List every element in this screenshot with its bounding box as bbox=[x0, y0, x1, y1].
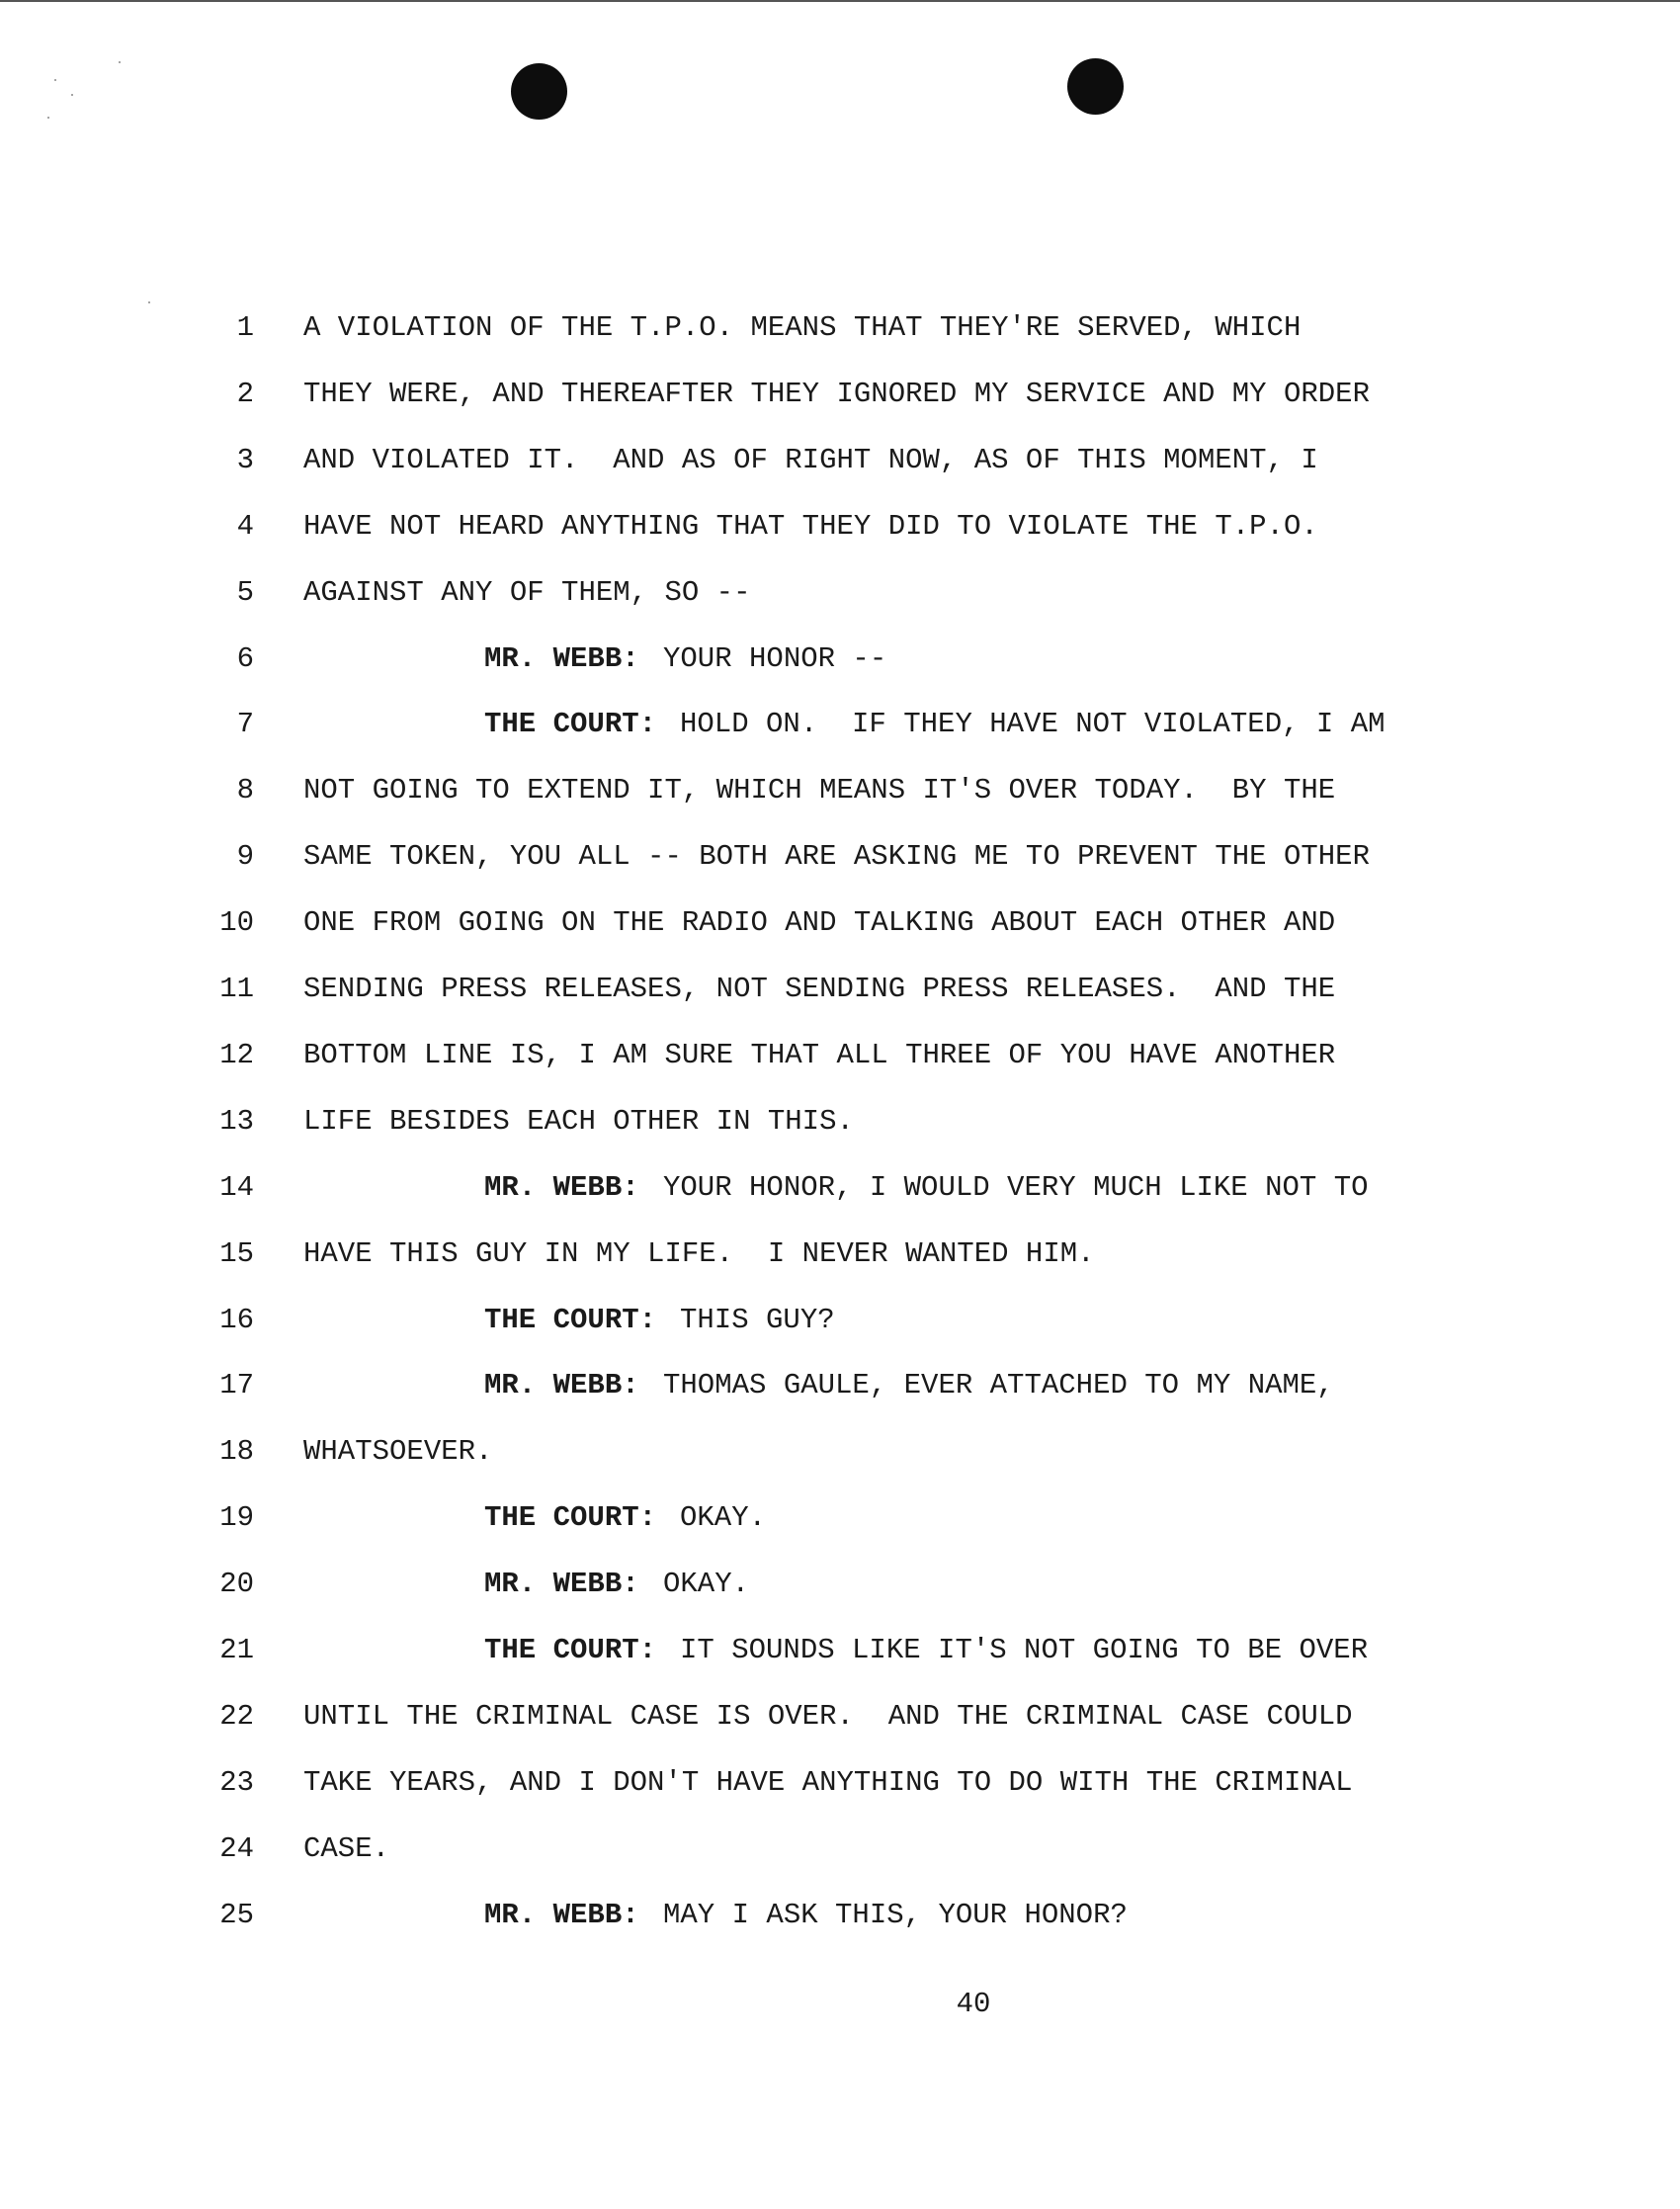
line-number: 7 bbox=[236, 708, 254, 741]
transcript-line bbox=[0, 1297, 1680, 1344]
line-number: 20 bbox=[219, 1568, 254, 1601]
line-number: 2 bbox=[236, 377, 254, 410]
line-number: 11 bbox=[219, 973, 254, 1005]
transcript-line bbox=[0, 701, 1680, 748]
line-text: YOUR HONOR -- bbox=[663, 641, 887, 675]
line-text: OKAY. bbox=[680, 1501, 767, 1535]
line-text: HAVE THIS GUY IN MY LIFE. I NEVER WANTED HIM. bbox=[303, 1236, 1095, 1270]
transcript-line bbox=[0, 1231, 1680, 1278]
line-number: 22 bbox=[219, 1699, 254, 1733]
line-text: IT SOUNDS LIKE IT'S NOT GOING TO BE OVER bbox=[680, 1634, 1369, 1666]
line-text: YOUR HONOR, I WOULD VERY MUCH LIKE NOT TO bbox=[663, 1170, 1369, 1204]
speaker-label: MR. WEBB: bbox=[484, 641, 639, 675]
line-number: 18 bbox=[219, 1435, 254, 1469]
transcript-line bbox=[0, 966, 1680, 1013]
line-text: NOT GOING TO EXTEND IT, WHICH MEANS IT'S OVER TODAY. BY THE bbox=[303, 774, 1336, 807]
transcript-line bbox=[0, 1494, 1680, 1542]
line-number: 10 bbox=[219, 906, 254, 940]
speaker-label: MR. WEBB: bbox=[484, 1170, 639, 1204]
line-text: MAY I ASK THIS, YOUR HONOR? bbox=[663, 1898, 1128, 1931]
transcript-line bbox=[0, 437, 1680, 484]
line-text: CASE. bbox=[303, 1831, 390, 1865]
transcript-line bbox=[0, 1826, 1680, 1873]
speaker-label: MR. WEBB: bbox=[484, 1898, 639, 1931]
speaker-label: MR. WEBB: bbox=[484, 1568, 639, 1601]
line-number: 17 bbox=[219, 1369, 254, 1402]
line-number: 19 bbox=[219, 1501, 254, 1535]
transcript-line bbox=[0, 1561, 1680, 1608]
line-text: AGAINST ANY OF THEM, SO -- bbox=[303, 575, 751, 609]
speaker-label: THE COURT: bbox=[484, 708, 657, 741]
transcript-line bbox=[0, 304, 1680, 352]
transcript-line bbox=[0, 833, 1680, 881]
line-text: AND VIOLATED IT. AND AS OF RIGHT NOW, AS OF THIS MOMENT, I bbox=[303, 443, 1318, 476]
transcript-line bbox=[0, 371, 1680, 418]
transcript-line bbox=[0, 899, 1680, 947]
line-number: 16 bbox=[219, 1303, 254, 1336]
line-number: 3 bbox=[236, 443, 254, 476]
transcript-line bbox=[0, 636, 1680, 683]
line-number: 9 bbox=[236, 840, 254, 874]
line-number: 5 bbox=[236, 575, 254, 609]
transcript-line bbox=[0, 1759, 1680, 1807]
line-number: 1 bbox=[236, 311, 254, 344]
transcript-line bbox=[0, 1164, 1680, 1212]
transcript-line bbox=[0, 569, 1680, 617]
line-number: 8 bbox=[236, 774, 254, 807]
speaker-label: MR. WEBB: bbox=[484, 1369, 639, 1402]
line-number: 14 bbox=[219, 1170, 254, 1204]
line-text: SENDING PRESS RELEASES, NOT SENDING PRESS RELEASES. AND THE bbox=[303, 973, 1336, 1005]
speaker-label: THE COURT: bbox=[484, 1303, 657, 1336]
line-text: SAME TOKEN, YOU ALL -- BOTH ARE ASKING ME TO PREVENT THE OTHER bbox=[303, 840, 1370, 874]
transcript-line bbox=[0, 1098, 1680, 1146]
line-number: 6 bbox=[236, 641, 254, 675]
line-number: 25 bbox=[219, 1898, 254, 1931]
page-number: 40 bbox=[956, 1988, 991, 2020]
line-number: 15 bbox=[219, 1236, 254, 1270]
transcript-line bbox=[0, 1627, 1680, 1674]
transcript-line bbox=[0, 1032, 1680, 1079]
speaker-label: THE COURT: bbox=[484, 1634, 657, 1666]
line-number: 24 bbox=[219, 1831, 254, 1865]
line-text: THEY WERE, AND THEREAFTER THEY IGNORED MY SERVICE AND MY ORDER bbox=[303, 377, 1370, 410]
line-text: OKAY. bbox=[663, 1568, 750, 1601]
line-text: A VIOLATION OF THE T.P.O. MEANS THAT THEY'RE SERVED, WHICH bbox=[303, 311, 1302, 344]
line-text: TAKE YEARS, AND I DON'T HAVE ANYTHING TO DO WITH THE CRIMINAL bbox=[303, 1765, 1353, 1799]
transcript-line bbox=[0, 1693, 1680, 1741]
line-number: 13 bbox=[219, 1104, 254, 1138]
transcript-line bbox=[0, 767, 1680, 814]
line-text: LIFE BESIDES EACH OTHER IN THIS. bbox=[303, 1104, 854, 1138]
line-number: 4 bbox=[236, 509, 254, 543]
transcript-line bbox=[0, 1362, 1680, 1409]
line-text: UNTIL THE CRIMINAL CASE IS OVER. AND THE CRIMINAL CASE COULD bbox=[303, 1699, 1353, 1733]
transcript-line bbox=[0, 1428, 1680, 1476]
transcript-line bbox=[0, 503, 1680, 551]
transcript-line bbox=[0, 1892, 1680, 1939]
line-text: THOMAS GAULE, EVER ATTACHED TO MY NAME, bbox=[663, 1369, 1334, 1402]
line-number: 12 bbox=[219, 1038, 254, 1071]
line-number: 21 bbox=[219, 1634, 254, 1666]
line-text: WHATSOEVER. bbox=[303, 1435, 493, 1469]
line-text: HAVE NOT HEARD ANYTHING THAT THEY DID TO VIOLATE THE T.P.O. bbox=[303, 509, 1318, 543]
line-text: ONE FROM GOING ON THE RADIO AND TALKING ABOUT EACH OTHER AND bbox=[303, 906, 1336, 940]
line-text: THIS GUY? bbox=[680, 1303, 835, 1336]
line-number: 23 bbox=[219, 1765, 254, 1799]
speaker-label: THE COURT: bbox=[484, 1501, 657, 1535]
line-text: BOTTOM LINE IS, I AM SURE THAT ALL THREE OF YOU HAVE ANOTHER bbox=[303, 1038, 1336, 1071]
line-text: HOLD ON. IF THEY HAVE NOT VIOLATED, I AM bbox=[680, 708, 1386, 741]
